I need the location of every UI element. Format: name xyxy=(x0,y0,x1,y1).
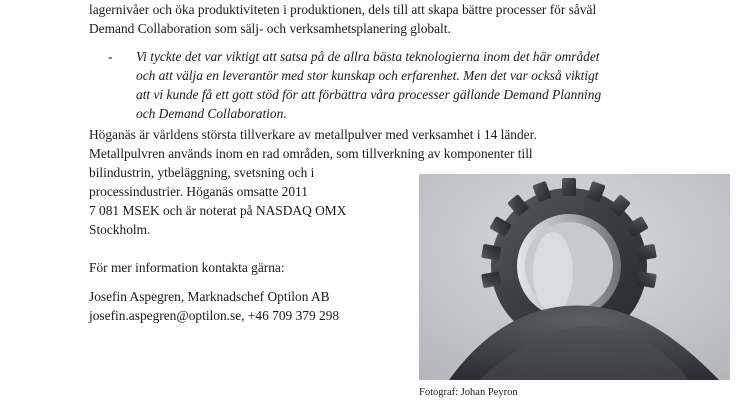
gear-illustration xyxy=(419,174,730,380)
quote-text xyxy=(136,47,601,123)
photo-caption: Fotograf: Johan Peyron xyxy=(419,387,518,398)
contact-intro-text: För mer information kontakta gärna: xyxy=(89,260,285,275)
contact-name-title: Josefin Aspegren, Marknadschef Optilon AB xyxy=(89,289,330,304)
intro-line-1: lagernivåer och öka produktiviteten i produktionen, dels till att skapa bättre processer för såväl xyxy=(89,2,597,17)
bullet-dash: - xyxy=(108,49,113,64)
company-line-6: Stockholm. xyxy=(89,222,151,237)
contact-intro xyxy=(89,258,285,277)
company-line-3: bilindustrin, ytbeläggning, svetsning och i xyxy=(89,165,315,180)
intro-line-2: Demand Collaboration som sälj- och verksamhetsplanering globalt. xyxy=(89,21,451,36)
intro-paragraph xyxy=(89,0,596,38)
quote-line-2: och att välja en leverantör med stor kunskap och erfarenhet. Men det var också viktigt xyxy=(136,68,599,83)
company-line-1: Höganäs är världens största tillverkare av metallpulver med verksamhet i 14 länder. xyxy=(89,127,537,142)
quote-line-4: och Demand Collaboration. xyxy=(136,106,287,121)
quote-line-3: att vi kunde få ett gott stöd för att förbättra våra processer gällande Demand Planning xyxy=(136,87,602,102)
quote-line-1: Vi tyckte det var viktigt att satsa på de allra bästa teknologierna inom det här området xyxy=(136,49,600,64)
company-line-4: processindustrier. Höganäs omsatte 2011 xyxy=(89,184,308,199)
company-line-5: 7 081 MSEK och är noterat på NASDAQ OMX xyxy=(89,203,347,218)
gear-photo xyxy=(419,174,730,380)
company-line-2: Metallpulvren används inom en rad områden, som tillverkning av komponenter till xyxy=(89,146,533,161)
contact-block xyxy=(89,287,339,325)
contact-email-phone: josefin.aspegren@optilon.se, +46 709 379 298 xyxy=(89,308,340,323)
